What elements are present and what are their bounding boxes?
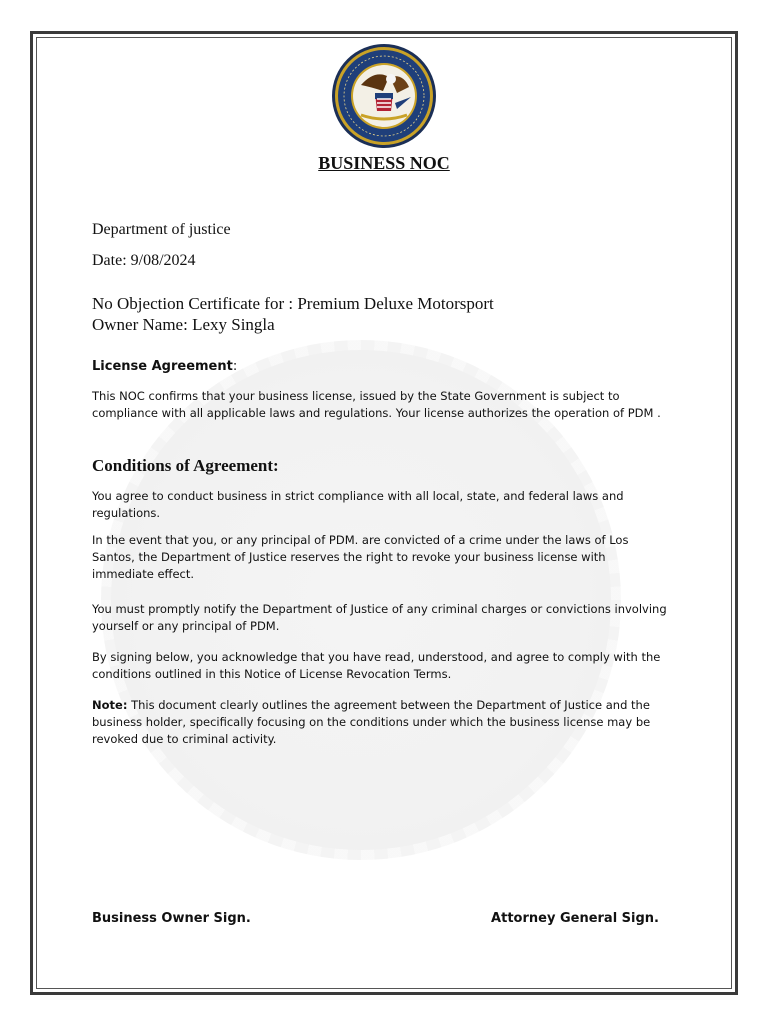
certificate-for: No Objection Certificate for : Premium Deluxe Motorsport	[92, 294, 494, 313]
license-paragraph: This NOC confirms that your business license, issued by the State Government is subject to compliance with all applicable laws and regulations. Your license authorizes the operation of PDM .	[92, 389, 661, 420]
document-frame	[30, 31, 738, 995]
business-owner-signature-label: Business Owner Sign.	[92, 911, 251, 926]
license-heading-colon: :	[232, 359, 238, 374]
condition-paragraph: You agree to conduct business in strict compliance with all local, state, and federal laws and regulations.	[92, 489, 624, 520]
note-label: Note:	[92, 698, 128, 712]
department-name: Department of justice	[92, 221, 231, 238]
license-heading-text: License Agreement	[92, 359, 233, 374]
condition-paragraph: In the event that you, or any principal of PDM. are convicted of a crime under the laws of Los Santos, the Department of Justice reserves the right to revoke your business license with immediate effect.	[92, 533, 629, 581]
conditions-heading: Conditions of Agreement:	[92, 456, 279, 475]
owner-name: Owner Name: Lexy Singla	[92, 315, 275, 334]
note-text: This document clearly outlines the agreement between the Department of Justice and the business holder, specifically focusing on the conditions under which the business license may be revoked due to criminal activity.	[92, 698, 651, 746]
note-paragraph	[92, 697, 670, 748]
license-agreement-heading	[92, 359, 237, 374]
document-page	[36, 37, 732, 989]
condition-paragraph: By signing below, you acknowledge that you have read, understood, and agree to comply with the conditions outlined in this Notice of License Revocation Terms.	[92, 650, 661, 681]
issue-date: Date: 9/08/2024	[92, 252, 196, 269]
attorney-general-signature-label: Attorney General Sign.	[491, 911, 659, 926]
condition-paragraph: You must promptly notify the Department of Justice of any criminal charges or convictions involving yourself or any principal of PDM.	[92, 602, 667, 633]
doj-seal-logo	[331, 43, 437, 149]
document-title: BUSINESS NOC	[318, 153, 450, 173]
